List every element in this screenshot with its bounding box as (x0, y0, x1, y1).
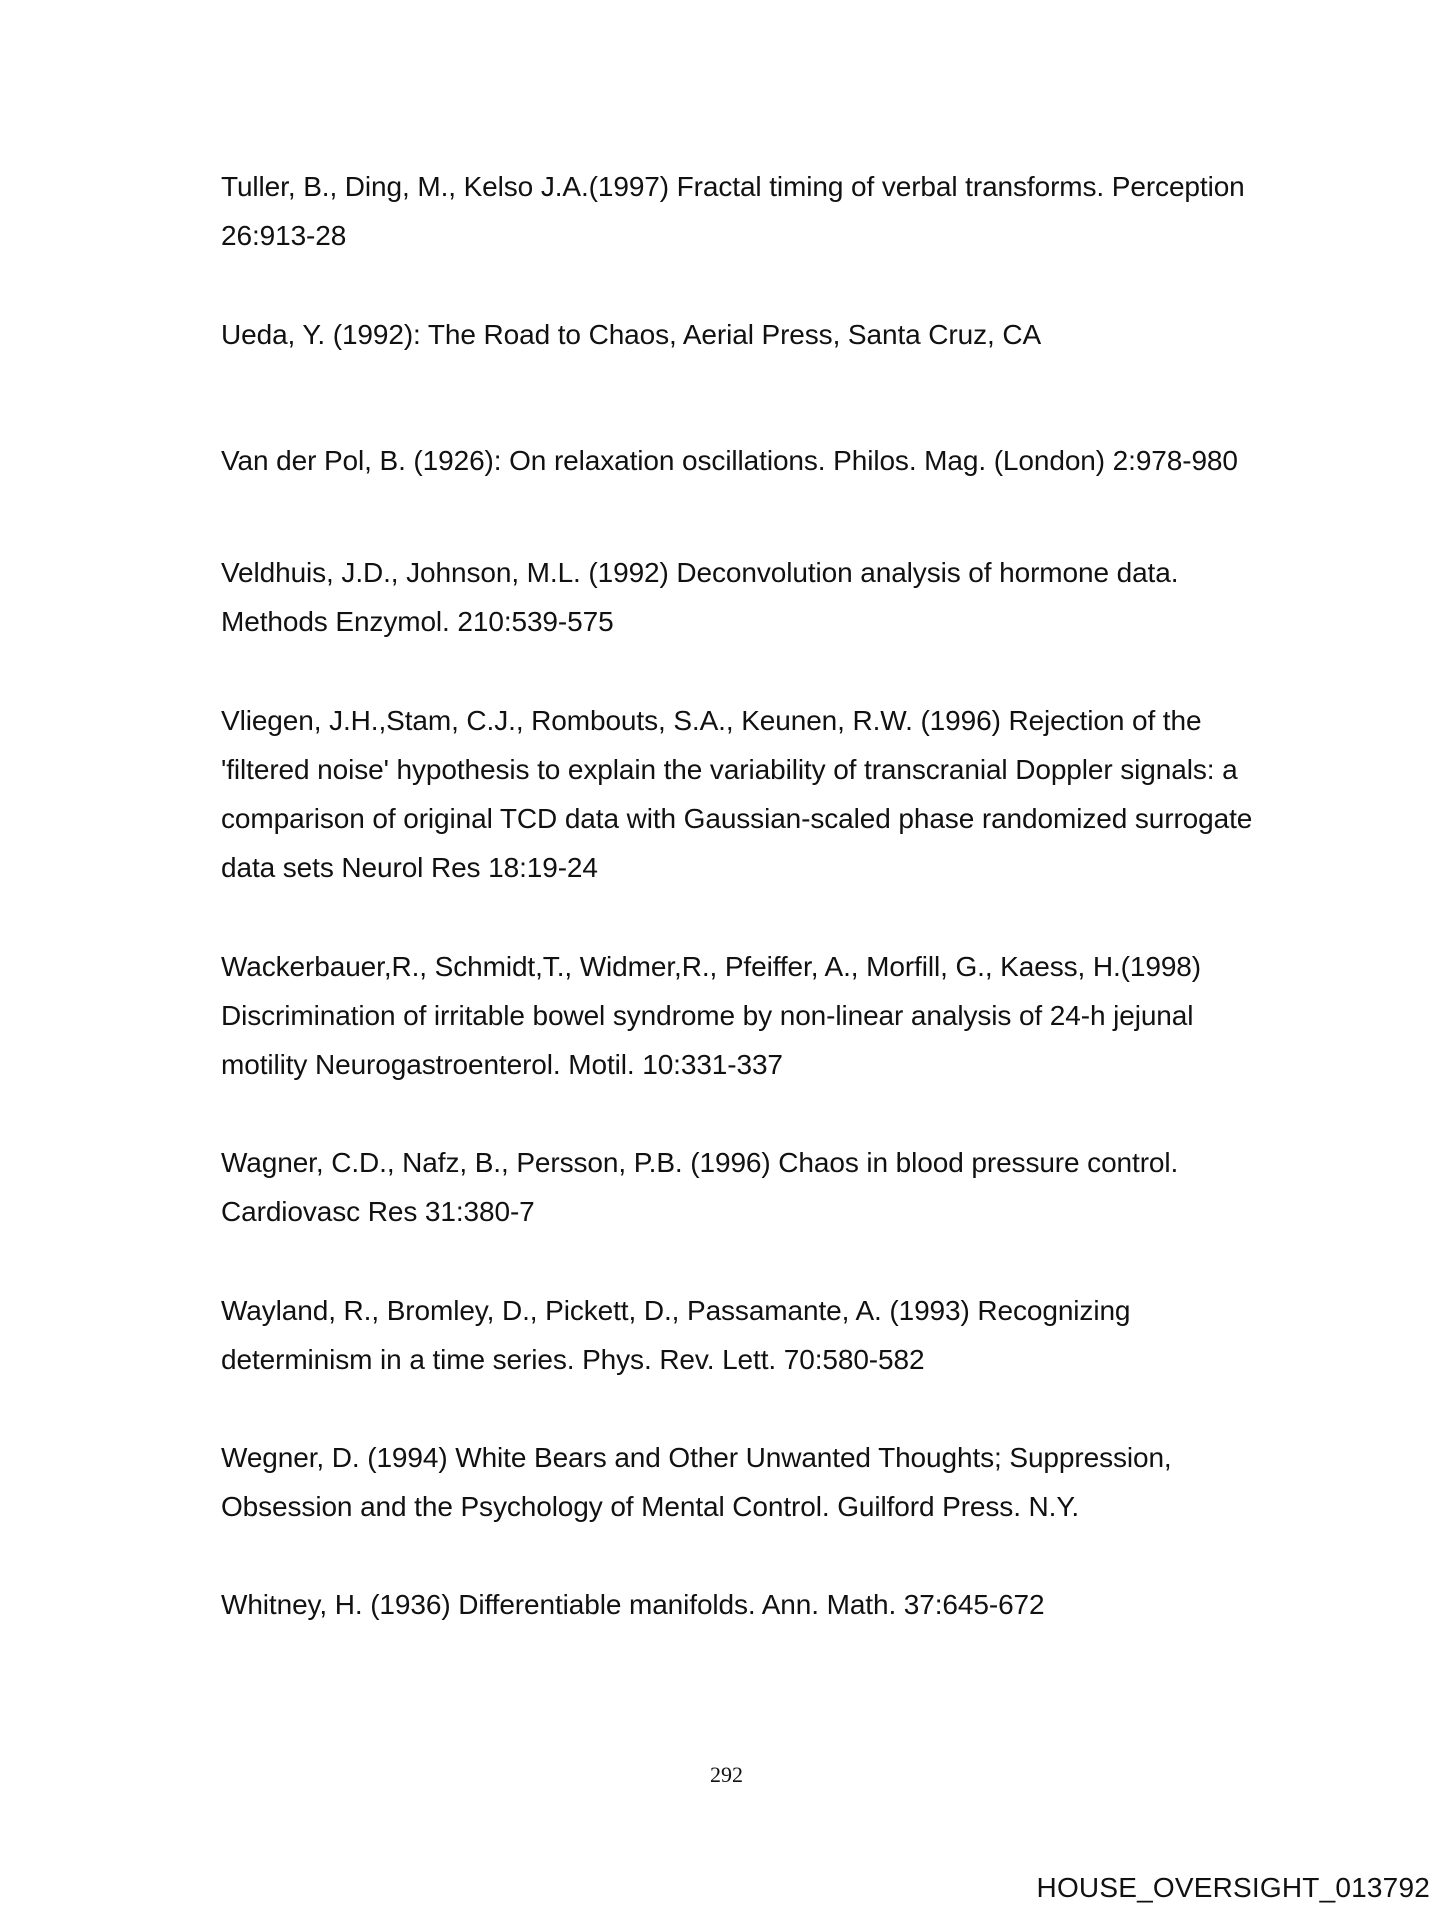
reference-entry (221, 1138, 1331, 1236)
reference-line: Veldhuis, J.D., Johnson, M.L. (1992) Deconvolution analysis of hormone data. (221, 557, 1179, 588)
reference-line: Wegner, D. (1994) White Bears and Other Unwanted Thoughts; Suppression, (221, 1442, 1172, 1473)
reference-line: Cardiovasc Res 31:380-7 (221, 1196, 535, 1227)
reference-line: 26:913-28 (221, 220, 347, 251)
bates-number: HOUSE_OVERSIGHT_013792 (1036, 1872, 1430, 1903)
reference-line: Van der Pol, B. (1926): On relaxation oscillations. Philos. Mag. (London) 2:978-980 (221, 445, 1238, 476)
reference-entry (221, 1286, 1331, 1384)
reference-line: Vliegen, J.H.,Stam, C.J., Rombouts, S.A., Keunen, R.W. (1996) Rejection of the (221, 705, 1202, 736)
reference-line: Discrimination of irritable bowel syndrome by non-linear analysis of 24-h jejunal (221, 1000, 1194, 1031)
reference-line: motility Neurogastroenterol. Motil. 10:331-337 (221, 1049, 783, 1080)
reference-line: Whitney, H. (1936) Differentiable manifolds. Ann. Math. 37:645-672 (221, 1589, 1045, 1620)
reference-line: Obsession and the Psychology of Mental Control. Guilford Press. N.Y. (221, 1491, 1080, 1522)
reference-line: Methods Enzymol. 210:539-575 (221, 606, 614, 637)
reference-line: determinism in a time series. Phys. Rev. Lett. 70:580-582 (221, 1344, 925, 1375)
reference-line: 'filtered noise' hypothesis to explain the variability of transcranial Doppler signals: a (221, 754, 1238, 785)
reference-line: Tuller, B., Ding, M., Kelso J.A.(1997) Fractal timing of verbal transforms. Perception (221, 171, 1245, 202)
reference-line: Ueda, Y. (1992): The Road to Chaos, Aerial Press, Santa Cruz, CA (221, 319, 1042, 350)
reference-entry (221, 696, 1331, 892)
reference-entry (221, 548, 1331, 646)
reference-entry (221, 942, 1331, 1089)
reference-entry (221, 1433, 1331, 1531)
reference-line: Wackerbauer,R., Schmidt,T., Widmer,R., Pfeiffer, A., Morfill, G., Kaess, H.(1998) (221, 951, 1201, 982)
reference-entry (221, 1580, 1331, 1629)
reference-entry (221, 162, 1331, 260)
reference-line: data sets Neurol Res 18:19-24 (221, 852, 598, 883)
reference-entry (221, 310, 1331, 359)
reference-line: comparison of original TCD data with Gaussian-scaled phase randomized surrogate (221, 803, 1253, 834)
page-number: 292 (710, 1762, 743, 1787)
reference-entry (221, 436, 1331, 485)
reference-line: Wayland, R., Bromley, D., Pickett, D., Passamante, A. (1993) Recognizing (221, 1295, 1131, 1326)
reference-line: Wagner, C.D., Nafz, B., Persson, P.B. (1996) Chaos in blood pressure control. (221, 1147, 1179, 1178)
